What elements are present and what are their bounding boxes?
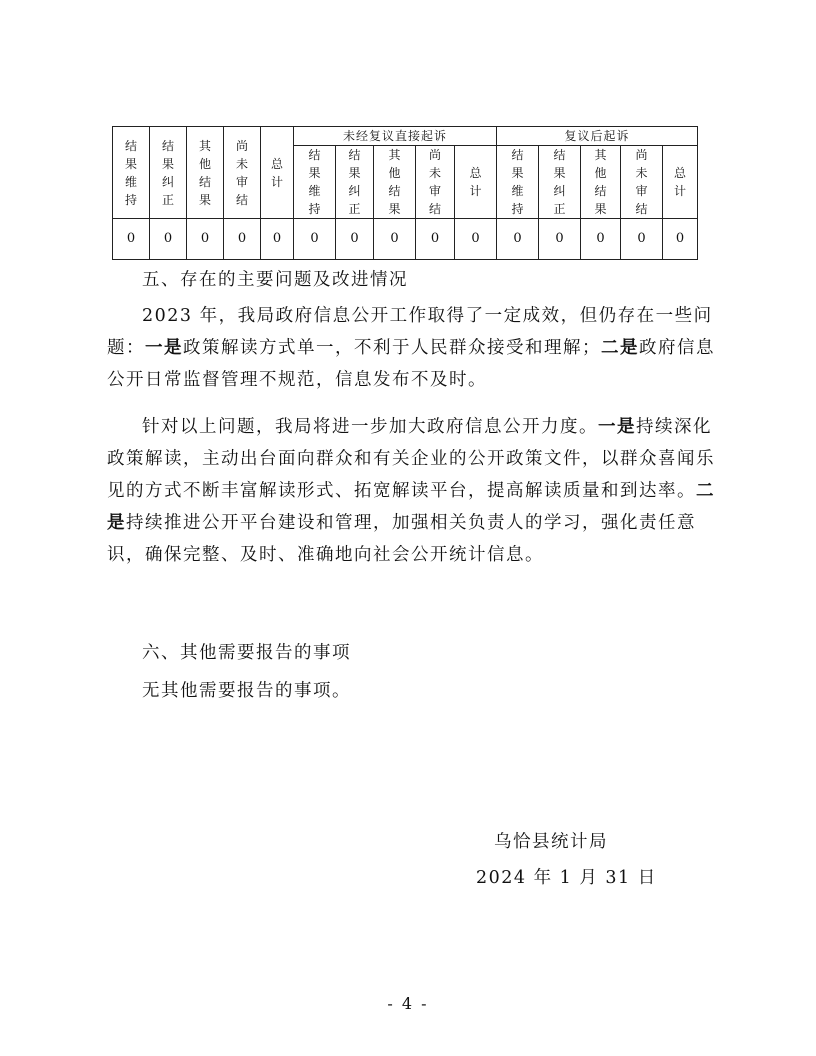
- sub-header-cell: 尚未审结: [621, 146, 663, 219]
- p1-text-a: 2023 年，我局政府信息公开工作取得了一定成效，但仍存在一些问题：: [107, 306, 713, 358]
- value-cell: 0: [581, 219, 621, 260]
- sub-header-cell: 尚未审结: [416, 146, 455, 219]
- sub-header-cell: 结果维持: [497, 146, 539, 219]
- value-cell: 0: [336, 219, 374, 260]
- section5-paragraph-2: [107, 411, 715, 571]
- p1-bold-2: 二是: [601, 338, 639, 358]
- section6-heading: 六、其他需要报告的事项: [142, 643, 351, 663]
- group-header-direct: 未经复议直接起诉: [294, 127, 497, 146]
- value-cell: 0: [416, 219, 455, 260]
- header-cell: 总计: [261, 127, 294, 219]
- value-cell: 0: [294, 219, 336, 260]
- sub-header-cell: 总计: [455, 146, 497, 219]
- header-cell: 尚未审结: [224, 127, 261, 219]
- group-header-after-review: 复议后起诉: [497, 127, 698, 146]
- value-cell: 0: [539, 219, 581, 260]
- sub-header-cell: 结果纠正: [336, 146, 374, 219]
- sub-header-cell: 其他结果: [374, 146, 416, 219]
- signature-org: 乌恰县统计局: [494, 832, 608, 852]
- header-cell: 其他结果: [187, 127, 224, 219]
- p1-bold-1: 一是: [145, 338, 183, 358]
- p2-text-a: 针对以上问题，我局将进一步加大政府信息公开力度。: [142, 417, 598, 437]
- p2-text-d: 持续推进公开平台建设和管理，加强相关负责人的学习，强化责任意识，确保完整、及时、准确地向社会公开统计信息。: [107, 513, 696, 565]
- section6-body: 无其他需要报告的事项。: [142, 681, 351, 701]
- value-cell: 0: [187, 219, 224, 260]
- litigation-stats-table: [112, 126, 698, 260]
- p2-text-c: 持续深化政策解读，主动出台面向群众和有关企业的公开政策文件，以群众喜闻乐见的方式不断丰富解读形式、拓宽解读平台，提高解读质量和到达率。: [107, 417, 715, 501]
- sub-header-cell: 结果维持: [294, 146, 336, 219]
- sub-header-cell: 其他结果: [581, 146, 621, 219]
- value-cell: 0: [374, 219, 416, 260]
- p2-bold-2: 二是: [107, 481, 715, 533]
- value-cell: 0: [455, 219, 497, 260]
- value-cell: 0: [150, 219, 187, 260]
- p2-bold-1: 一是: [598, 417, 636, 437]
- signature-date: 2024 年 1 月 31 日: [476, 868, 657, 888]
- value-cell: 0: [113, 219, 150, 260]
- sub-header-cell: 结果纠正: [539, 146, 581, 219]
- value-cell: 0: [224, 219, 261, 260]
- header-cell: 结果纠正: [150, 127, 187, 219]
- p1-text-c: 政策解读方式单一，不利于人民群众接受和理解；: [183, 338, 601, 358]
- p1-text-d: 政府信息公开日常监督管理不规范，信息发布不及时。: [107, 338, 715, 390]
- section5-heading: 五、存在的主要问题及改进情况: [142, 270, 408, 290]
- header-cell: 结果维持: [113, 127, 150, 219]
- value-cell: 0: [621, 219, 663, 260]
- sub-header-cell: 总计: [663, 146, 698, 219]
- value-cell: 0: [663, 219, 698, 260]
- section5-paragraph-1: [107, 300, 715, 396]
- page-number: - 4 -: [387, 994, 429, 1013]
- value-cell: 0: [261, 219, 294, 260]
- value-cell: 0: [497, 219, 539, 260]
